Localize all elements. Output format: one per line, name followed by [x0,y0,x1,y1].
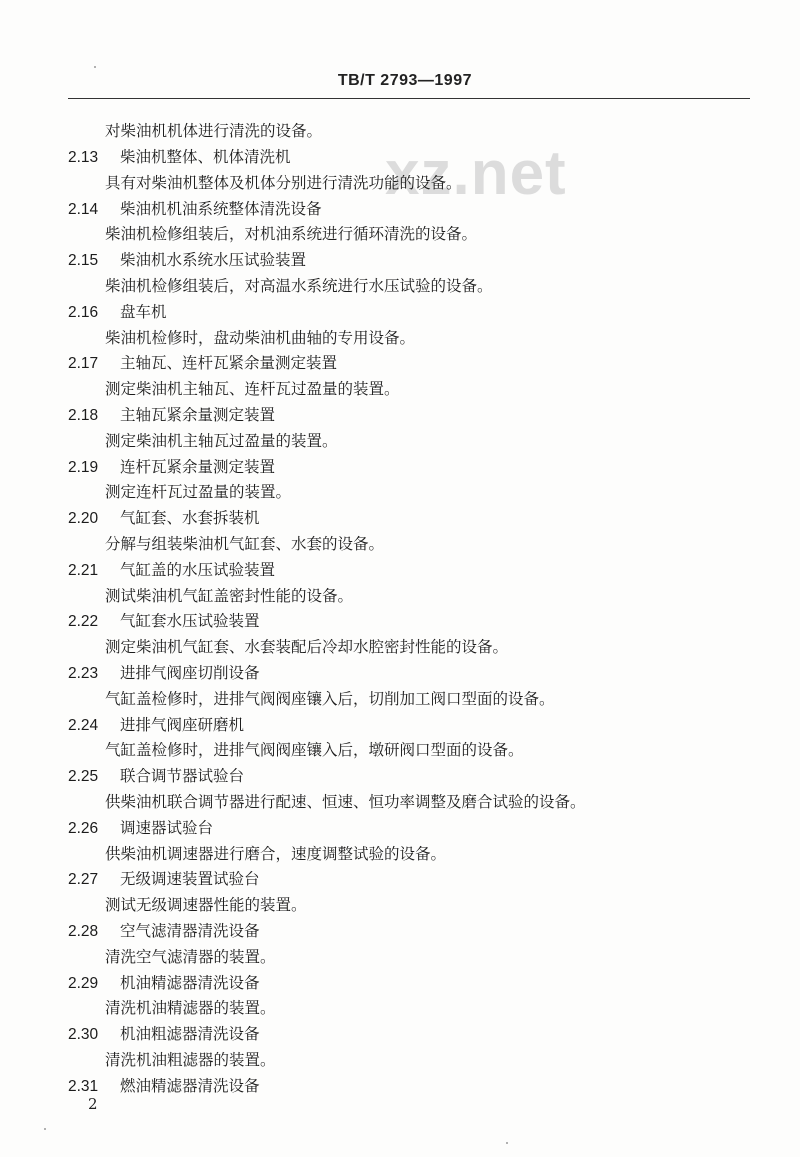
clause-title: 进排气阀座研磨机 [120,715,245,734]
clause-number: 2.20 [68,510,99,528]
clause-title: 进排气阀座切削设备 [120,664,260,682]
clause-heading [68,247,306,273]
clause-title: 连杆瓦紧余量测定装置 [120,457,276,476]
clause-description: 测定连杆瓦过盈量的装置。 [105,483,292,502]
clause-title: 柴油机机油系统整体清洗设备 [120,199,322,218]
clause-heading [68,660,260,686]
clause-description: 柴油机检修时，盘动柴油机曲轴的专用设备。 [105,328,416,347]
clause-description: 测试无级调速器性能的装置。 [105,896,307,915]
clause-number: 2.28 [68,923,99,940]
clause-heading [68,402,275,428]
clause-description: 清洗空气滤清器的装置。 [105,947,276,966]
clause-description: 气缸盖检修时，进排气阀阀座镶入后，墩研阀口型面的设备。 [105,741,524,760]
clause-heading [68,557,275,583]
clause-number: 2.19 [68,458,99,476]
clause-heading [68,970,260,996]
clause-title: 调速器试验台 [120,818,214,837]
clause-title: 柴油机水系统水压试验装置 [120,251,307,270]
clause-heading [68,763,244,789]
clause-heading [68,1021,260,1047]
page-number: 2 [88,1095,98,1113]
clause-heading [68,918,260,944]
clause-title: 机油精滤器清洗设备 [120,973,260,992]
clause-heading [68,608,260,634]
clause-description: 测定柴油机主轴瓦过盈量的装置。 [105,431,338,450]
clause-title: 主轴瓦、连杆瓦紧余量测定装置 [120,354,338,373]
document-number-header: TB/T 2793—1997 [337,72,472,89]
clause-number: 2.23 [68,665,99,682]
scan-speck [44,1128,46,1130]
clause-description: 供柴油机联合调节器进行配速、恒速、恒功率调整及磨合试验的设备。 [105,793,586,811]
clause-heading [68,299,167,325]
clause-number: 2.29 [68,974,99,992]
clause-description: 供柴油机调速器进行磨合，速度调整试验的设备。 [105,844,447,863]
clause-number: 2.30 [68,1026,99,1044]
clause-title: 柴油机整体、机体清洗机 [120,148,291,166]
clause-heading [68,815,213,841]
clause-title: 气缸套、水套拆装机 [120,509,260,528]
scan-speck [94,66,96,68]
intro-line: 对柴油机机体进行清洗的设备。 [105,122,323,140]
clause-number: 2.24 [68,716,99,734]
clause-number: 2.31 [68,1077,99,1095]
clause-description: 气缸盖检修时，进排气阀阀座镶入后，切削加工阀口型面的设备。 [105,689,555,708]
scan-speck [506,1142,508,1144]
clause-description: 柴油机检修组装后，对机油系统进行循环清洗的设备。 [105,225,478,244]
clause-number: 2.22 [68,613,99,631]
header-rule [68,98,750,99]
clause-number: 2.14 [68,200,99,218]
clause-description: 柴油机检修组装后，对高温水系统进行水压试验的设备。 [105,277,493,295]
clause-title: 盘车机 [120,302,167,321]
clause-number: 2.21 [68,561,99,579]
clause-title: 气缸盖的水压试验装置 [120,560,276,579]
clause-title: 联合调节器试验台 [120,767,245,786]
clause-title: 空气滤清器清洗设备 [120,922,260,940]
clause-description: 清洗机油精滤器的装置。 [105,999,276,1018]
clause-title: 燃油精滤器清洗设备 [120,1076,260,1095]
clause-number: 2.13 [68,149,99,166]
clause-heading [68,712,244,738]
clause-number: 2.16 [68,303,99,321]
clause-description: 具有对柴油机整体及机体分别进行清洗功能的设备。 [105,173,462,192]
clause-description: 测定柴油机主轴瓦、连杆瓦过盈量的装置。 [105,380,400,399]
clause-title: 机油粗滤器清洗设备 [120,1025,260,1044]
clause-heading [68,144,291,170]
clause-heading [68,196,322,222]
clause-number: 2.26 [68,819,99,837]
clause-number: 2.17 [68,355,99,373]
clause-description: 测定柴油机气缸套、水套装配后冷却水腔密封性能的设备。 [105,638,509,657]
clause-number: 2.27 [68,871,99,889]
clause-number: 2.18 [68,407,99,424]
clause-description: 分解与组装柴油机气缸套、水套的设备。 [105,535,385,553]
clause-title: 气缸套水压试验装置 [120,612,260,631]
watermark: xz.net [385,139,567,208]
clause-heading [68,454,275,480]
clause-description: 清洗机油粗滤器的装置。 [105,1051,276,1069]
clause-title: 主轴瓦紧余量测定装置 [120,406,276,424]
clause-description: 测试柴油机气缸盖密封性能的设备。 [105,586,354,605]
clause-heading [68,866,260,892]
clause-heading [68,350,337,376]
clause-title: 无级调速装置试验台 [120,870,260,889]
clause-heading [68,505,260,531]
clause-number: 2.25 [68,768,99,786]
clause-number: 2.15 [68,252,99,270]
